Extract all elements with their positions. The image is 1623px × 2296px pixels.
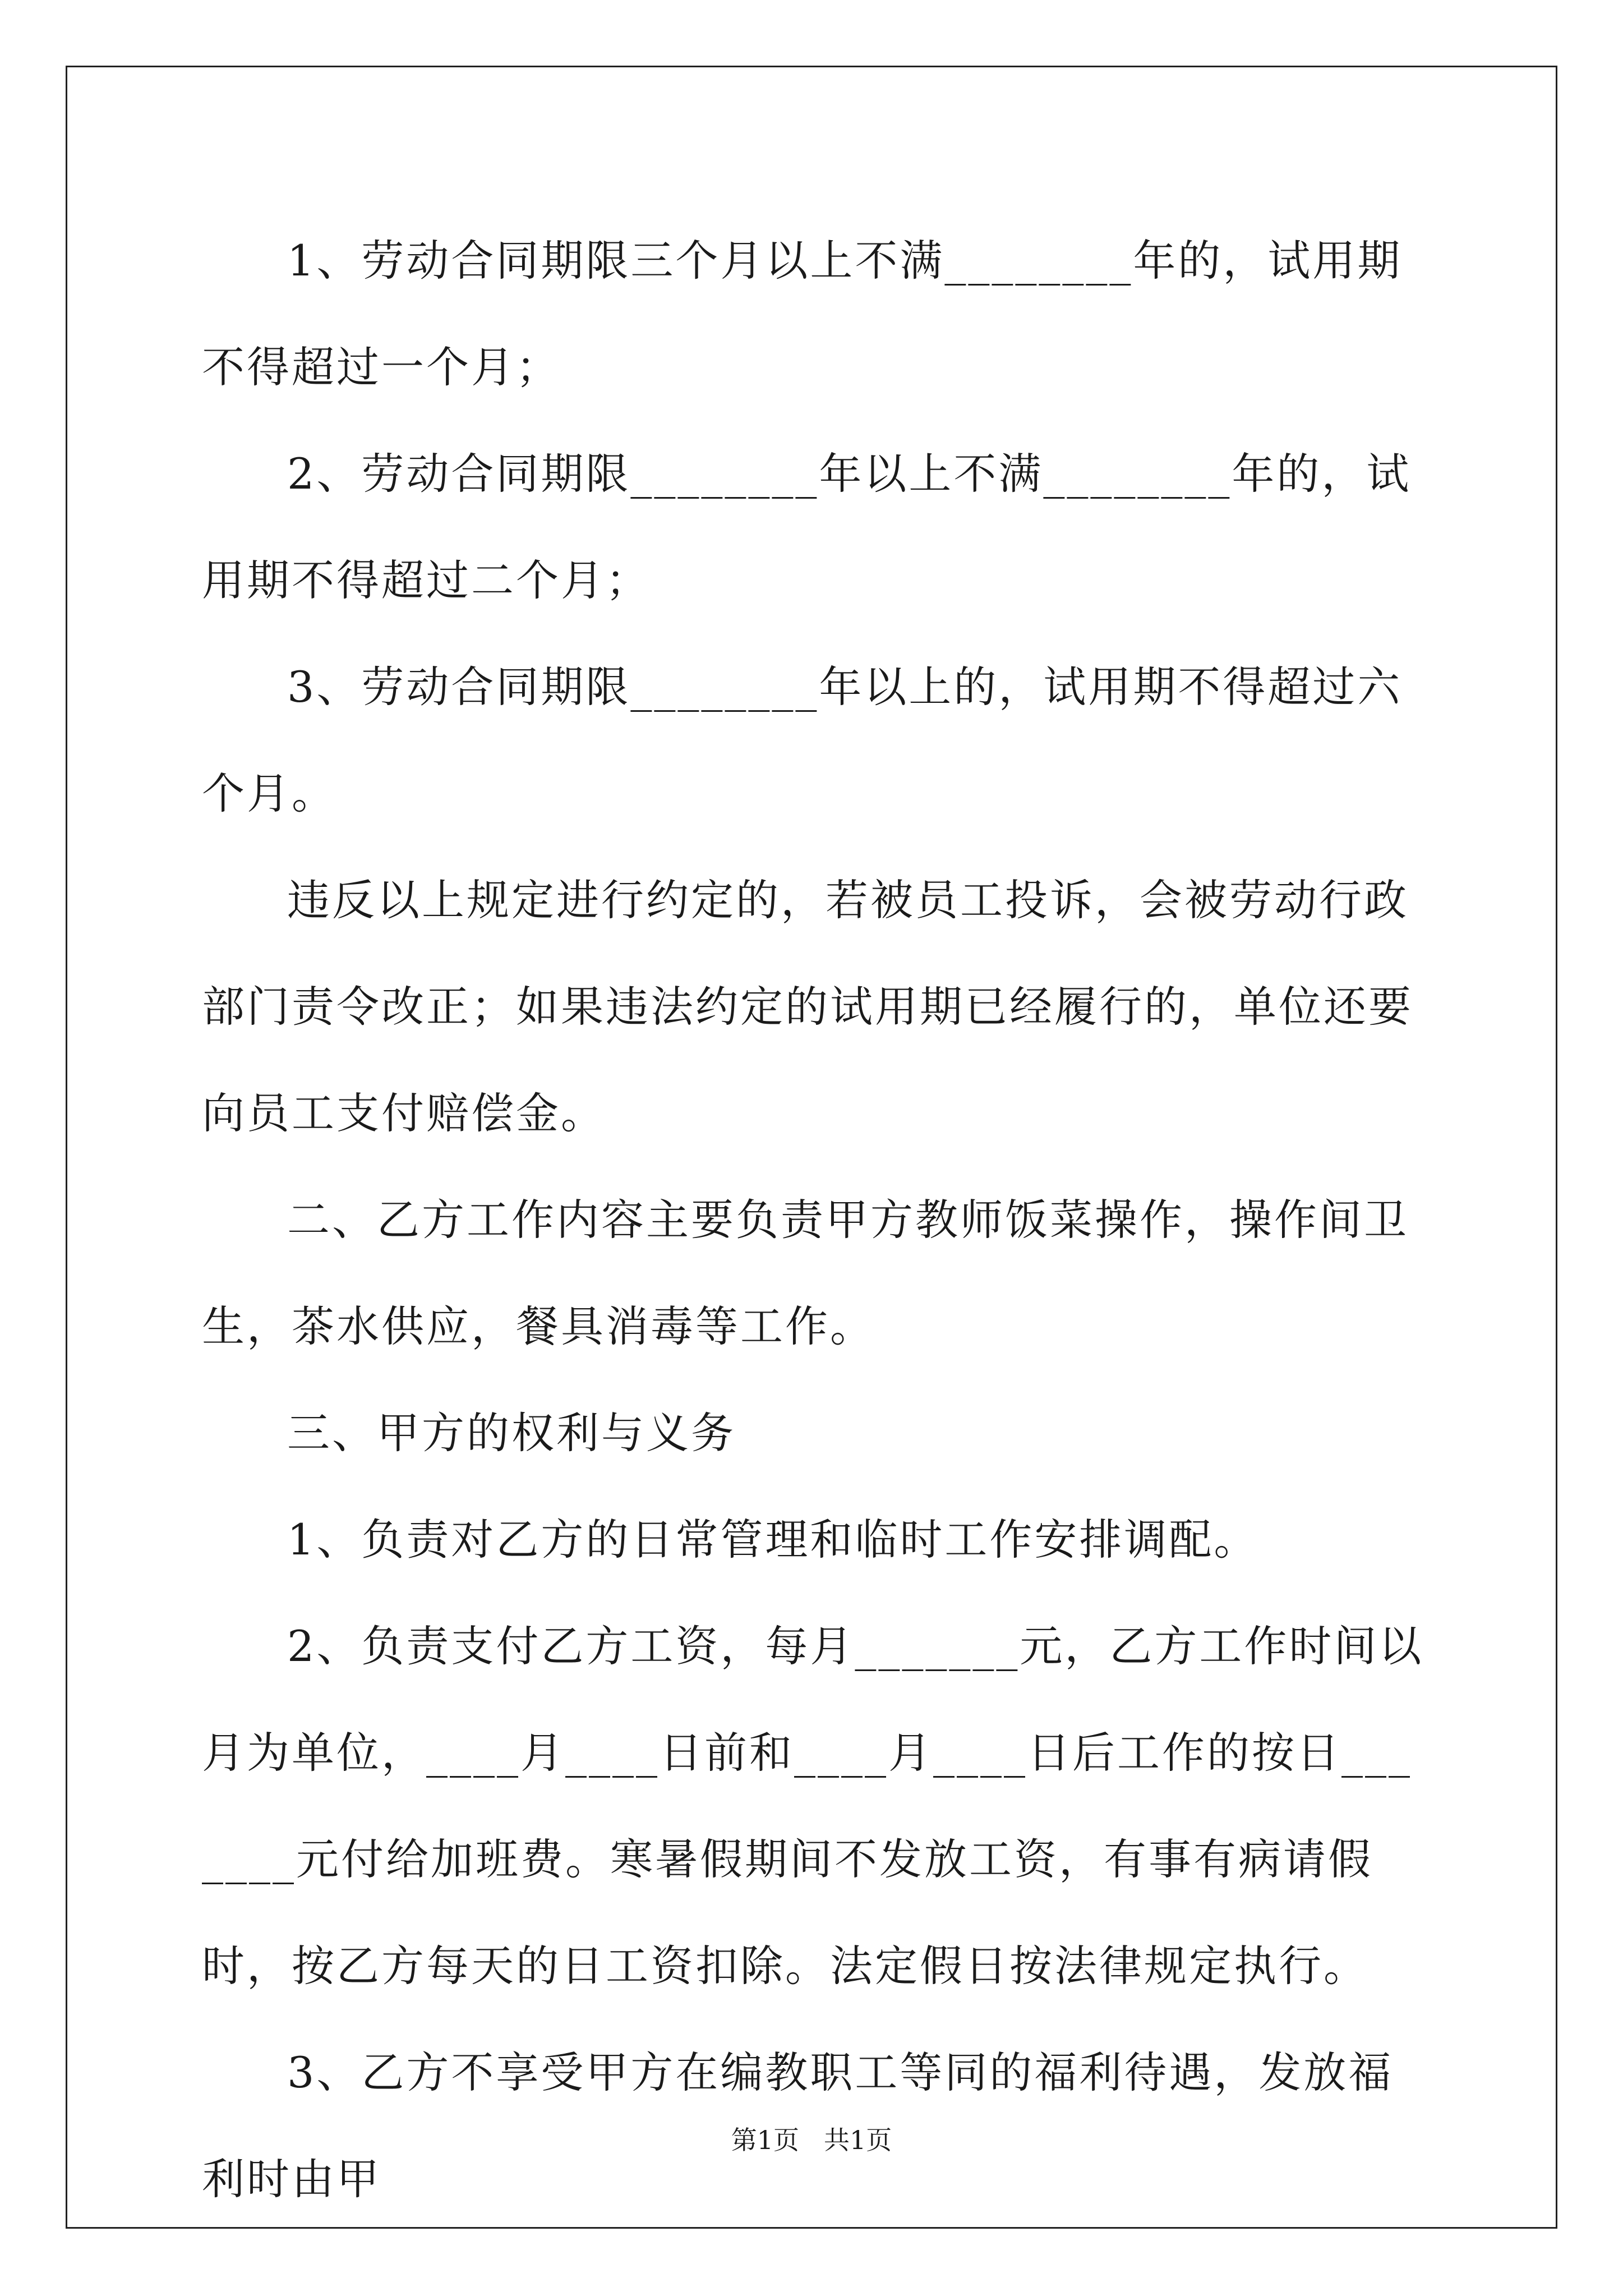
paragraph-probation-1: 1、劳动合同期限三个月以上不满________年的，试用期不得超过一个月； xyxy=(202,236,1403,392)
paragraph-probation-3: 3、劳动合同期限________年以上的，试用期不得超过六个月。 xyxy=(202,662,1403,818)
heading-section-three: 三、甲方的权利与义务 xyxy=(287,1408,736,1458)
paragraph-probation-2: 2、劳动合同期限________年以上不满________年的，试用期不得超过二个月； xyxy=(202,449,1412,605)
paragraph-duty-2: 2、负责支付乙方工资，每月_______元，乙方工作时间以月为单位，____月____日前和____月____日后工作的按日_______元付给加班费。寒暑假期间不发放工资，有事有病请假时，按乙方每天的日工资扣除。法定假日按法律规定执行。 xyxy=(202,1621,1424,1991)
page-total: 共1页 xyxy=(823,2125,892,2155)
paragraph-section-two: 二、乙方工作内容主要负责甲方教师饭菜操作，操作间卫生，茶水供应，餐具消毒等工作。 xyxy=(202,1195,1409,1351)
paragraph-duty-1: 1、负责对乙方的日常管理和临时工作安排调配。 xyxy=(287,1515,1259,1565)
paragraph-duty-3: 3、乙方不享受甲方在编教职工等同的福利待遇，发放福利时由甲 xyxy=(202,2047,1394,2204)
page-number: 第1页 xyxy=(731,2125,800,2155)
document-body xyxy=(202,208,1424,2233)
page-footer xyxy=(0,2123,1623,2157)
paragraph-violation: 违反以上规定进行约定的，若被员工投诉，会被劳动行政部门责令改正；如果违法约定的试用期已经履行的，单位还要向员工支付赔偿金。 xyxy=(202,875,1413,1138)
